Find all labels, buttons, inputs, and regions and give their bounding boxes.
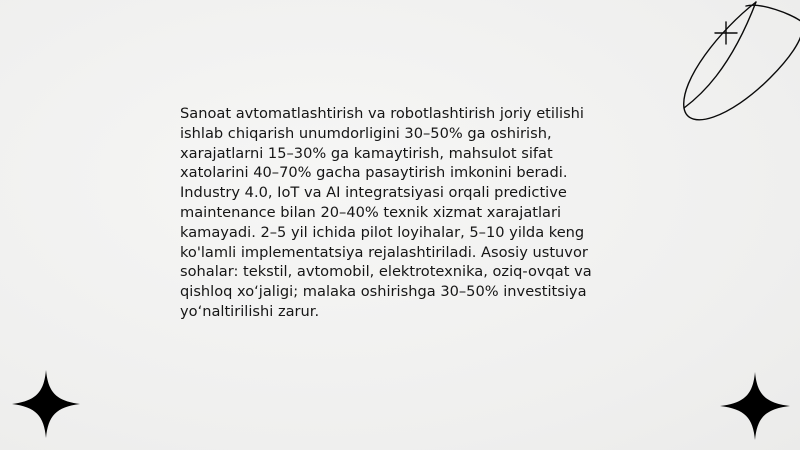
four-point-star-icon (12, 370, 80, 438)
body-paragraph: Sanoat avtomatlashtirish va robotlashtirish joriy etilishi ishlab chiqarish unumdorligini 30–50% ga oshirish, xarajatlarni 15–30% ga kamaytirish, mahsulot sifat xatolarini 40–70% gacha pasaytirish imkonini beradi. Industry 4.0, IoT va AI integratsiyasi orqali predictive maintenance bilan 20–40% texnik xizmat xarajatlari kamayadi. 2–5 yil ichida pilot loyihalar, 5–10 yilda keng ko'lamli implementatsiya rejalashtiriladi. Asosiy ustuvor sohalar: tekstil, avtomobil, elektrotexnika, oziq-ovqat va qishloq xo‘jaligi; malaka oshirishga 30–50% investitsiya yo‘naltirilishi zarur. (180, 105, 592, 320)
four-point-star-icon (720, 372, 790, 440)
orbit-line-icon (660, 0, 800, 130)
